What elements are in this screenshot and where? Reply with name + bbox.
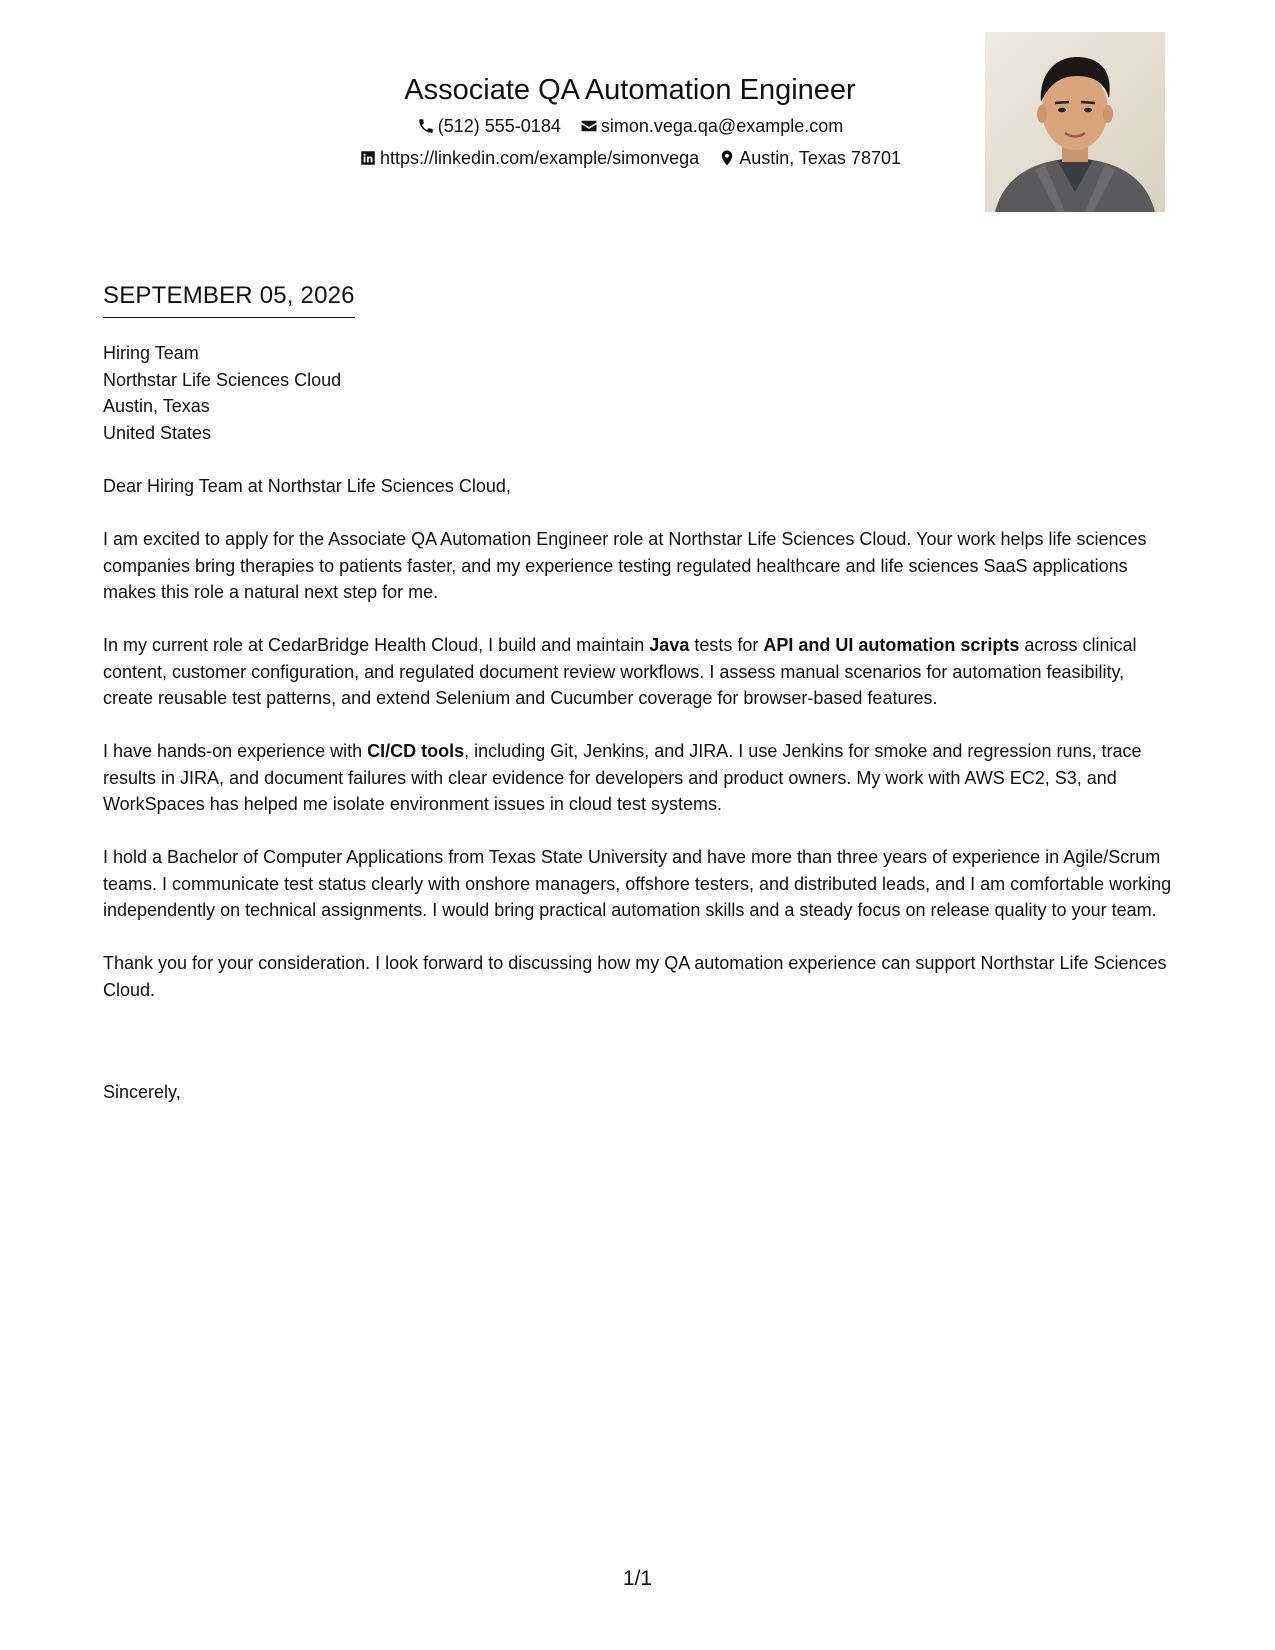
phone-contact [417,110,561,142]
location-contact [718,142,901,174]
salutation: Dear Hiring Team at Northstar Life Sciences Cloud, [103,476,511,496]
paragraph-thanks: Thank you for your consideration. I look forward to discussing how my QA automation experience can support Northstar Life Sciences Cloud. [103,953,1167,1000]
recipient-line: Hiring Team [103,343,199,363]
email-text[interactable]: simon.vega.qa@example.com [600,116,844,136]
recipient-line: United States [103,422,212,443]
paragraph-cicd [103,738,1175,818]
profile-photo [985,32,1165,212]
envelope-icon [580,117,598,135]
text-span: , including Git, Jenkins, and JIRA. I use Jenkins for smoke and regression runs, trace results in JIRA, and document failures with clear evidence for developers and product owners. My work with AWS EC2, S3, and WorkSpaces has helped me isolate environment issues in cloud test systems. [103,741,1142,814]
bold-automation-scripts: API and UI automation scripts [763,635,1020,655]
text-span: In my current role at CedarBridge Health Cloud, I build and maintain [103,635,650,655]
location-pin-icon [718,149,736,167]
text-span: tests for [689,635,764,655]
phone-text: (512) 555-0184 [437,116,561,136]
text-span: across clinical content, customer configuration, and regulated document review workflows. I assess manual scenarios for automation feasibility, create reusable test patterns, and extend Selenium and Cucumber coverage for browser-based features. [103,635,1137,708]
recipient-line: Northstar Life Sciences Cloud [103,369,342,390]
phone-icon [417,117,435,135]
recipient-address [103,340,341,446]
paragraph-education: I hold a Bachelor of Computer Applications from Texas State University and have more than three years of experience in Agile/Scrum teams. I communicate test status clearly with onshore managers, offshore testers, and distributed leads, and I am comfortable working independently on technical assignments. I would bring practical automation skills and a steady focus on release quality to your team. [103,847,1172,920]
page-number: 1/1 [622,1567,653,1590]
linkedin-icon [359,149,377,167]
paragraph-current-role [103,632,1175,712]
bold-java: Java [649,635,690,655]
recipient-line: Austin, Texas [103,396,210,416]
job-title: Associate QA Automation Engineer [404,74,856,106]
portrait-image [985,32,1165,212]
email-contact[interactable] [580,110,843,142]
linkedin-url[interactable]: https://linkedin.com/example/simonvega [380,148,700,168]
location-text: Austin, Texas 78701 [739,148,901,168]
linkedin-contact[interactable] [359,142,699,174]
paragraph-intro: I am excited to apply for the Associate QA Automation Engineer role at Northstar Life Sciences Cloud. Your work helps life sciences companies bring therapies to patients faster, and my experience testing regulated healthcare and life sciences SaaS applications makes this role a natural next step for me. [103,529,1147,602]
bold-cicd-tools: CI/CD tools [367,741,465,761]
closing: Sincerely, [103,1082,181,1102]
letter-date: SEPTEMBER 05, 2026 [103,279,355,318]
text-span: I have hands-on experience with [103,741,368,761]
letter-body [103,473,1175,1030]
